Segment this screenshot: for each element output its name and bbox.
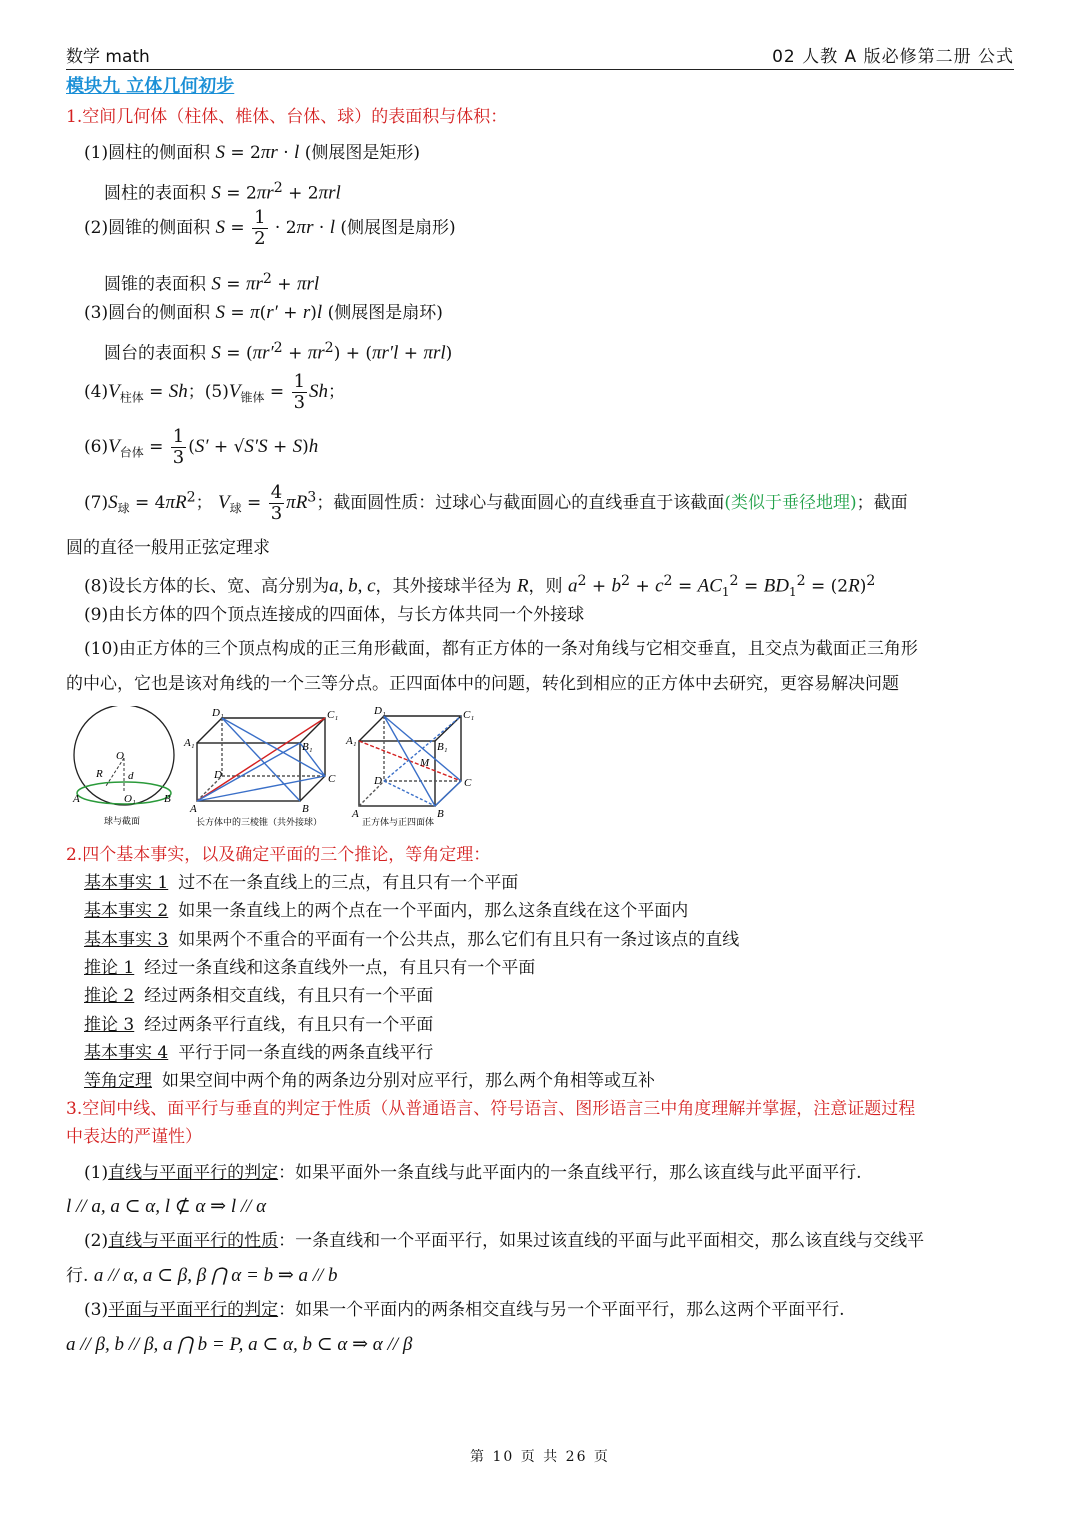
page-header [66,40,1014,70]
svg-text:d: d [128,770,134,782]
theorem-1-formula: l // a, a ⊂ α, l ⊄ α ⇒ l // α [66,1196,267,1217]
svg-text:C: C [328,773,336,785]
header-subject: 数学 math [66,47,150,67]
svg-text:D₁: D₁ [374,706,386,717]
fact-text: 如果一条直线上的两个点在一个平面内，那么这条直线在这个平面内 [178,901,689,922]
fact-label: 基本事实 2 [84,901,169,922]
sphere-formulas: $(7)S_球 = 4\pi R^2$； $V_球$ = $\frac{4}{3}$ $\pi R^3$；截面圆性质：过球心与截面圆心的直线垂直于该截面(类似于垂径地理)；截面 [84,482,908,524]
svg-text:球与截面: 球与截面 [104,816,141,826]
sphere-note: 圆的直径一般用正弦定理求 [66,538,270,558]
section-3-title-1: 3.空间中线、面平行与垂直的判定于性质（从普通语言、符号语言、图形语言三中角度理解并掌握，注意证题过程 [66,1099,916,1119]
fact-text: 经过一条直线和这条直线外一点，有且只有一个平面 [144,957,536,978]
theorem-1: (1)直线与平面平行的判定：如果平面外一条直线与此平面内的一条直线平行，那么该直线与此平面平行. [84,1163,862,1183]
cube-figure [345,706,474,827]
cone-lateral: (2)圆锥的侧面积 S = $\frac{1}{2}$ · 2πr · l (侧展图是扇形) [84,207,456,249]
frustum-lateral: (3)圆台的侧面积 S = π(r′ + r)l (侧展图是扇环) [84,302,443,323]
svg-text:A: A [190,803,197,815]
fact-item [84,929,739,951]
theorem-3: (3)平面与平面平行的判定：如果一个平面内的两条相交直线与另一个平面平行，那么这两个平面平行. [84,1300,845,1320]
svg-text:B: B [164,793,171,805]
cylinder-lateral: (1)圆柱的侧面积 S = 2πr · l (侧展图是矩形) [84,142,420,163]
svg-text:长方体中的三棱锥（共外接球）: 长方体中的三棱锥（共外接球） [196,817,323,827]
svg-text:B₁: B₁ [437,741,448,753]
cube-section-1: (10)由正方体的三个顶点构成的正三角形截面，都有正方体的一条对角线与它相交垂直，且交点为截面正三角形 [84,639,918,659]
fact-item [84,1014,433,1036]
cube-section-2: 的中心，它也是该对角线的一个三等分点。正四面体中的问题，转化到相应的正方体中去研究，更容易解决问题 [66,674,899,694]
svg-text:C: C [464,777,472,789]
svg-text:D₁: D₁ [212,707,224,719]
fact-item [84,900,688,922]
section-1-title: 1.空间几何体（柱体、椎体、台体、球）的表面积与体积： [66,107,508,127]
header-book: 02 人教 A 版必修第二册 公式 [772,47,1014,67]
svg-text:A₁: A₁ [346,735,357,747]
svg-text:D: D [214,769,222,781]
fact-text: 如果两个不重合的平面有一个公共点，那么它们有且只有一条过该点的直线 [178,929,740,950]
cuboid-figure [183,707,338,827]
section-2-title: 2.四个基本事实，以及确定平面的三个推论，等角定理： [66,845,491,865]
svg-text:R: R [96,768,103,780]
theorem-2: (2)直线与平面平行的性质：一条直线和一个平面平行，如果过该直线的平面与此平面相交，那么该直线与交线平 [84,1231,925,1251]
fact-text: 平行于同一条直线的两条直线平行 [178,1042,434,1063]
svg-text:B: B [437,808,444,820]
svg-text:B: B [302,803,309,815]
frustum-surface: 圆台的表面积 $S = (\pi r'^2 + \pi r^2) + (\pi r'l + \pi rl)$ [104,340,453,364]
fact-label: 推论 1 [84,957,135,978]
theorem-3-formula: a // β, b // β, a ⋂ b = P, a ⊂ α, b ⊂ α ⇒ α // β [66,1334,413,1355]
cuboid-sphere: (8)设长方体的长、宽、高分别为a, b, c，其外接球半径为 R，则 $a^2 + b^2 + c^2 = AC_1^2 = BD_1^2 = (2R)^2$ [84,573,876,600]
frustum-volume: $(6)V_{台体}$ = $\frac{1}{3}$ (S′ + √S′S + S)h [84,426,319,468]
svg-text:O₁: O₁ [124,793,136,805]
fact-text: 过不在一条直线上的三点，有且只有一个平面 [178,873,519,893]
prism-pyramid-volume: $(4)V_{柱体} = Sh$；$(5)V_{锥体}$ = $\frac{1}{3}$ Sh； [84,371,346,413]
cylinder-surface: 圆柱的表面积 $S = 2\pi r^2 + 2\pi rl$ [104,180,341,204]
svg-text:A: A [352,808,359,820]
page-footer: 第 10 页 共 26 页 [470,1449,610,1465]
tetra-cuboid: (9)由长方体的四个顶点连接成的四面体，与长方体共同一个外接球 [84,605,585,625]
fact-item [84,985,433,1007]
fact-item [84,1042,433,1064]
fact-label: 基本事实 3 [84,929,169,950]
fact-item [84,957,535,979]
svg-text:O: O [116,750,124,762]
svg-text:A: A [73,793,80,805]
geometry-figures [66,706,486,828]
theorem-2-formula: 行. a // α, a ⊂ β, β ⋂ α = b ⇒ a // b [66,1265,338,1286]
svg-text:B₁: B₁ [302,741,313,753]
fact-text: 经过两条相交直线，有且只有一个平面 [144,986,434,1007]
fact-text: 如果空间中两个角的两条边分别对应平行，那么两个角相等或互补 [162,1071,655,1092]
svg-text:M: M [420,757,430,769]
fact-label: 推论 3 [84,1014,135,1035]
svg-text:A₁: A₁ [184,737,195,749]
svg-text:C₁: C₁ [463,709,475,721]
svg-text:D: D [374,775,382,787]
module-title: 模块九 立体几何初步 [66,76,235,97]
fact-label: 基本事实 4 [84,1042,169,1063]
section-3-title-2: 中表达的严谨性） [66,1127,202,1147]
fact-label: 基本事实 1 [84,873,169,893]
sphere-section-figure [72,706,174,826]
fact-item [84,1070,655,1092]
svg-text:正方体与正四面体: 正方体与正四面体 [362,817,435,827]
fact-item [84,872,518,894]
cone-surface: 圆锥的表面积 $S = \pi r^2 + \pi rl$ [104,271,320,295]
fact-label: 等角定理 [84,1071,152,1092]
svg-text:C₁: C₁ [327,709,339,721]
fact-text: 经过两条平行直线，有且只有一个平面 [144,1014,434,1035]
fact-label: 推论 2 [84,986,135,1007]
